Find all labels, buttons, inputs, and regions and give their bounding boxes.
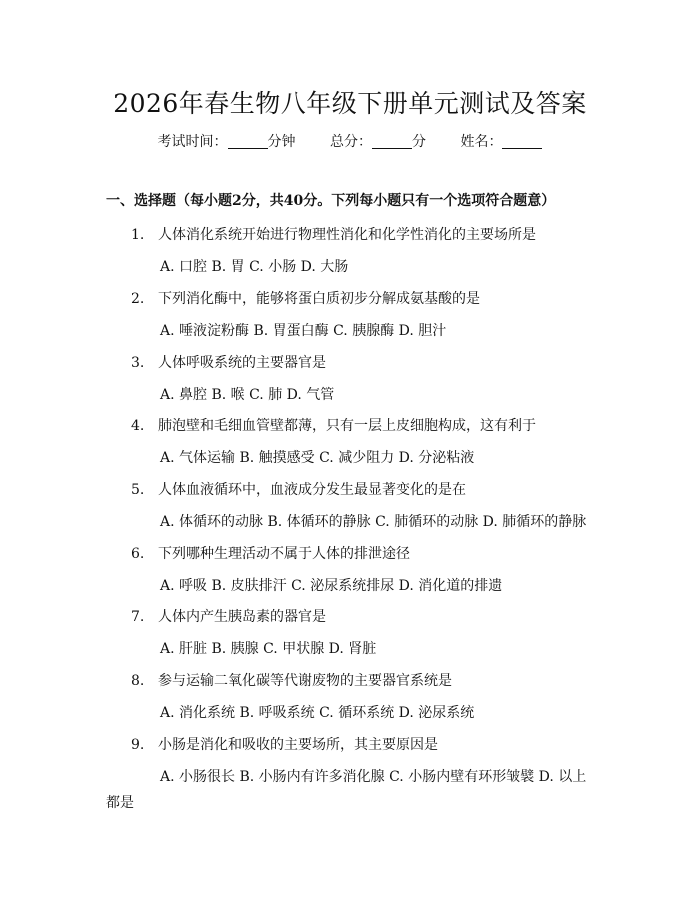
- exam-time-field: [158, 131, 296, 151]
- question-item: [131, 543, 410, 563]
- question-text: 人体消化系统开始进行物理性消化和化学性消化的主要场所是: [158, 227, 536, 243]
- page-title: 2026年春生物八年级下册单元测试及答案: [113, 89, 587, 118]
- question-text: 人体血液循环中，血液成分发生最显著变化的是在: [158, 482, 466, 498]
- question-text: 下列消化酶中，能够将蛋白质初步分解成氨基酸的是: [158, 291, 480, 307]
- question-options-continued: 都是: [106, 795, 134, 811]
- question-number: 7.: [131, 609, 145, 625]
- exam-time-label: 考试时间：: [157, 134, 228, 150]
- question-number: 5.: [131, 482, 145, 498]
- question-item: [131, 288, 480, 308]
- question-text: 参与运输二氧化碳等代谢废物的主要器官系统是: [158, 673, 452, 689]
- question-text: 肺泡壁和毛细血管壁都薄，只有一层上皮细胞构成，这有利于: [158, 418, 536, 434]
- student-name-label: 姓名：: [460, 134, 503, 150]
- question-item: [131, 224, 536, 244]
- total-score-unit: 分: [412, 134, 426, 150]
- question-options: A. 呼吸 B. 皮肤排汗 C. 泌尿系统排尿 D. 消化道的排遗: [160, 578, 503, 594]
- question-number: 6.: [131, 546, 145, 562]
- exam-time-blank: [228, 134, 268, 149]
- question-item: [131, 606, 326, 626]
- question-number: 4.: [131, 418, 145, 434]
- question-text: 人体呼吸系统的主要器官是: [158, 355, 326, 371]
- question-options: A. 唾液淀粉酶 B. 胃蛋白酶 C. 胰腺酶 D. 胆汁: [160, 323, 447, 339]
- question-number: 3.: [131, 355, 145, 371]
- question-text: 人体内产生胰岛素的器官是: [158, 609, 326, 625]
- question-item: [131, 352, 326, 372]
- question-item: [131, 670, 452, 690]
- section-heading: 一、选择题（每小题2分，共40分。下列每小题只有一个选项符合题意）: [106, 193, 556, 209]
- question-options: A. 体循环的动脉 B. 体循环的静脉 C. 肺循环的动脉 D. 肺循环的静脉: [160, 514, 587, 530]
- question-options: A. 肝脏 B. 胰腺 C. 甲状腺 D. 肾脏: [160, 641, 377, 657]
- student-name-field: [460, 131, 542, 151]
- total-score-blank: [372, 134, 412, 149]
- question-number: 9.: [131, 737, 145, 753]
- question-options: A. 小肠很长 B. 小肠内有许多消化腺 C. 小肠内壁有环形皱襞 D. 以上: [160, 769, 587, 785]
- question-options: A. 气体运输 B. 触摸感受 C. 减少阻力 D. 分泌粘液: [160, 450, 475, 466]
- question-number: 8.: [131, 673, 145, 689]
- question-item: [131, 479, 466, 499]
- question-options: A. 口腔 B. 胃 C. 小肠 D. 大肠: [160, 259, 349, 275]
- question-options: A. 消化系统 B. 呼吸系统 C. 循环系统 D. 泌尿系统: [160, 705, 475, 721]
- question-number: 1.: [131, 227, 145, 243]
- question-item: [131, 415, 536, 435]
- question-number: 2.: [131, 291, 145, 307]
- exam-time-unit: 分钟: [267, 134, 296, 150]
- exam-info-line: [0, 131, 700, 151]
- student-name-blank: [502, 134, 542, 149]
- question-options: A. 鼻腔 B. 喉 C. 肺 D. 气管: [160, 387, 335, 403]
- question-text: 下列哪种生理活动不属于人体的排泄途径: [158, 546, 410, 562]
- total-score-label: 总分：: [330, 134, 372, 150]
- total-score-field: [330, 131, 426, 151]
- question-item: [131, 734, 438, 754]
- question-text: 小肠是消化和吸收的主要场所，其主要原因是: [158, 737, 438, 753]
